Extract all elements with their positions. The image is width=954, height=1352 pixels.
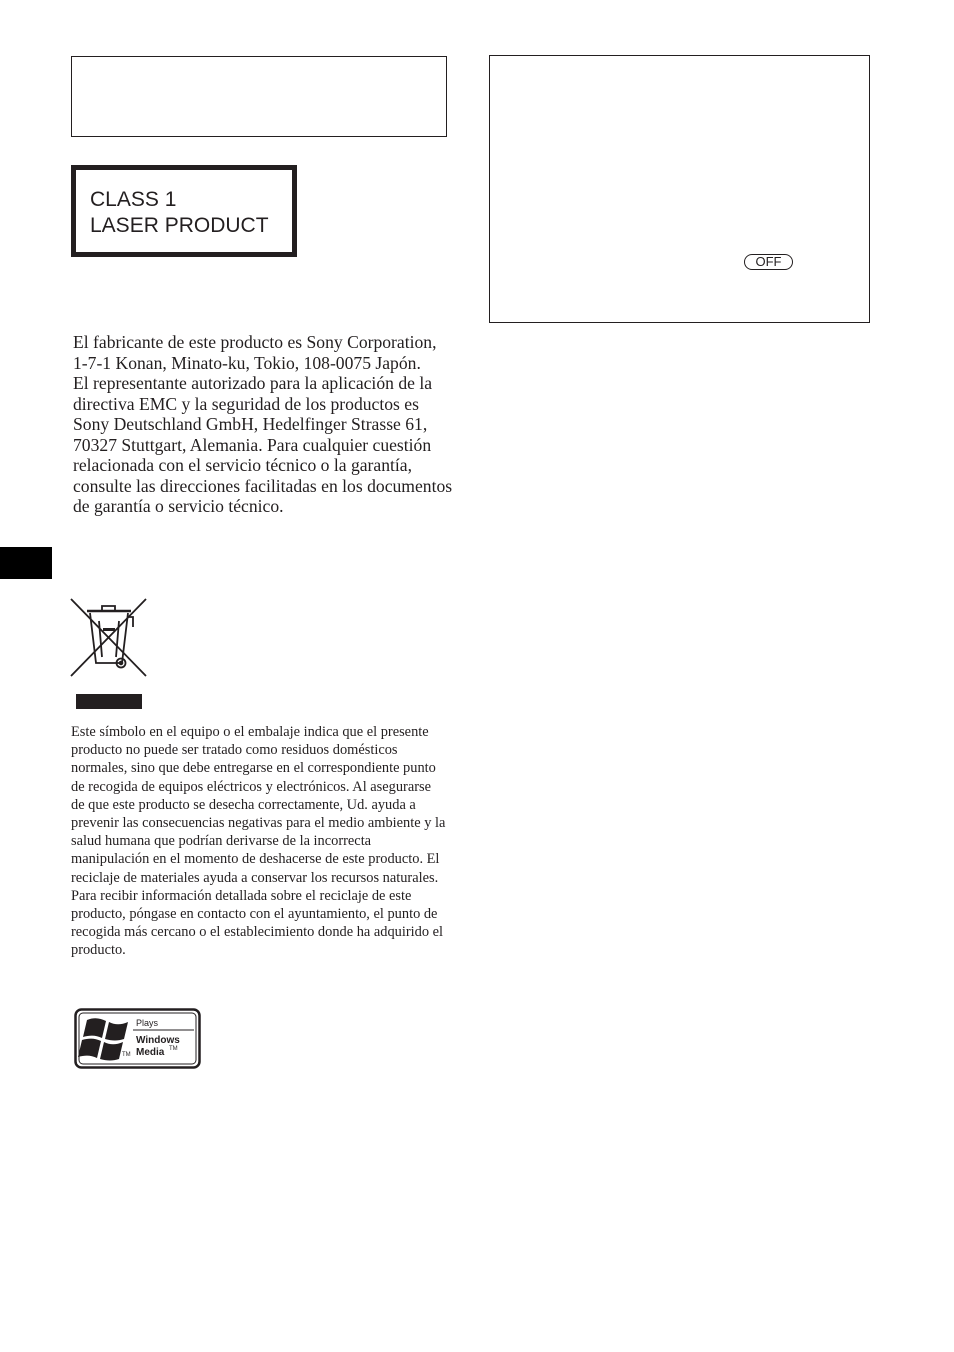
plays-windows-media-logo: [74, 1008, 201, 1069]
off-button-glyph: OFF: [744, 254, 793, 270]
logo-plays-text: Plays: [136, 1018, 159, 1028]
caution-notice-box: [489, 55, 870, 323]
authorized-representative-paragraph: El representante autorizado para la aplicación de la directiva EMC y la seguridad de los productos es Sony Deutschland GmbH, Hedelfinger Strasse 61, 70327 Stuttgart, Alemania. Para cualquier cuestión relacionada con el servicio técnico o la garantía, consulte las direcciones facilitadas en los documentos de garantía o servicio técnico.: [73, 373, 453, 516]
laser-label-line-2: LASER PRODUCT: [90, 214, 269, 237]
section-tab-marker: [0, 547, 52, 579]
logo-media-text: Media: [136, 1047, 165, 1058]
manufacturer-paragraph: El fabricante de este producto es Sony Corporation, 1-7-1 Konan, Minato-ku, Tokio, 108-0075 Japón.: [73, 332, 437, 373]
class-1-laser-product-label: [71, 165, 297, 257]
manufacturer-information: [73, 332, 453, 517]
logo-flag-tm-mark: TM: [122, 1052, 131, 1058]
weee-underline-bar: [76, 694, 142, 709]
empty-notice-box: [71, 56, 447, 137]
laser-label-line-1: CLASS 1: [90, 188, 177, 211]
logo-windows-text: Windows: [136, 1035, 180, 1046]
weee-disposal-notice: Este símbolo en el equipo o el embalaje indica que el presente producto no puede ser tratado como residuos domésticos normales, sino que debe entregarse en el correspondiente punto de recogida de equipos eléctricos y electrónicos. Al asegurarse de que este producto se desecha correctamente, Ud. ayuda a prevenir las consecuencias negativas para el medio ambiente y la salud humana que podrían derivarse de la incorrecta manipulación en el momento de deshacerse de este producto. El reciclaje de materiales ayuda a conservar los recursos naturales. Para recibir información detallada sobre el reciclaje de este producto, póngase en contacto con el ayuntamiento, el punto de recogida más cercano o el establecimiento donde ha adquirido el producto.: [71, 724, 446, 959]
crossed-out-wheelie-bin-icon: [69, 597, 149, 679]
logo-media-tm-mark: TM: [169, 1046, 178, 1052]
